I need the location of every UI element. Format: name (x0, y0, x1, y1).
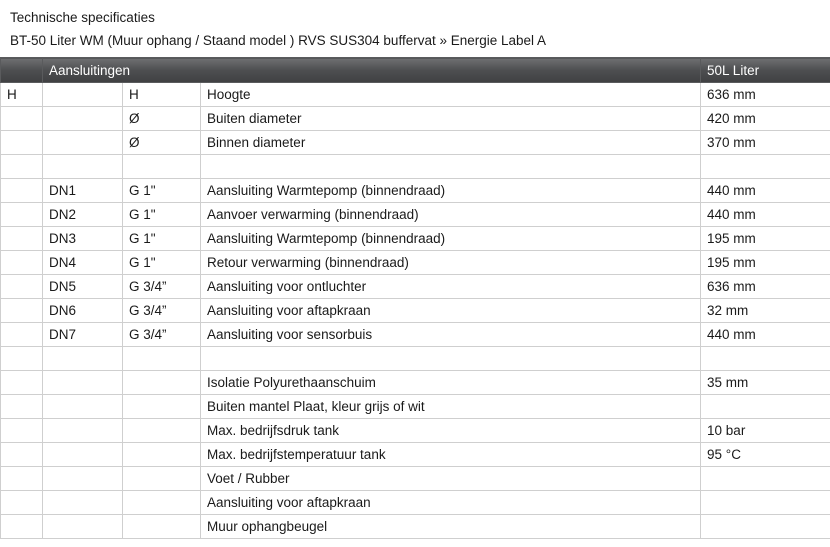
cell-connection-code (43, 155, 123, 179)
document-header (0, 0, 830, 57)
cell-connection-code (43, 131, 123, 155)
cell-description: Max. bedrijfstemperatuur tank (201, 443, 701, 467)
cell-thread-size (123, 491, 201, 515)
table-row (1, 467, 830, 491)
cell-thread-size (123, 515, 201, 539)
table-row (1, 275, 830, 299)
cell-marker (1, 323, 43, 347)
cell-description: Buiten diameter (201, 107, 701, 131)
cell-thread-size (123, 443, 201, 467)
cell-description: Aansluiting voor aftapkraan (201, 491, 701, 515)
table-header-row (1, 58, 830, 83)
cell-description: Aansluiting voor aftapkraan (201, 299, 701, 323)
table-row (1, 323, 830, 347)
cell-connection-code (43, 419, 123, 443)
cell-connection-code (43, 443, 123, 467)
cell-value: 195 mm (701, 227, 830, 251)
cell-thread-size: Ø (123, 107, 201, 131)
cell-thread-size (123, 155, 201, 179)
cell-value: 636 mm (701, 275, 830, 299)
cell-connection-code: DN7 (43, 323, 123, 347)
table-row (1, 347, 830, 371)
table-row (1, 371, 830, 395)
cell-connection-code: DN6 (43, 299, 123, 323)
table-row (1, 419, 830, 443)
cell-marker (1, 443, 43, 467)
cell-description: Voet / Rubber (201, 467, 701, 491)
cell-value (701, 155, 830, 179)
cell-connection-code (43, 467, 123, 491)
table-row (1, 107, 830, 131)
cell-marker (1, 491, 43, 515)
cell-connection-code (43, 347, 123, 371)
cell-connection-code: DN4 (43, 251, 123, 275)
cell-value: 10 bar (701, 419, 830, 443)
table-row (1, 227, 830, 251)
cell-connection-code: DN1 (43, 179, 123, 203)
column-header-capacity: 50L Liter (701, 58, 830, 83)
cell-connection-code: DN5 (43, 275, 123, 299)
cell-description: Retour verwarming (binnendraad) (201, 251, 701, 275)
cell-value: 440 mm (701, 179, 830, 203)
cell-value (701, 467, 830, 491)
cell-description: Buiten mantel Plaat, kleur grijs of wit (201, 395, 701, 419)
cell-marker (1, 179, 43, 203)
cell-description: Max. bedrijfsdruk tank (201, 419, 701, 443)
cell-thread-size: G 3/4” (123, 299, 201, 323)
cell-connection-code (43, 371, 123, 395)
column-header-marker (1, 58, 43, 83)
cell-description: Aanvoer verwarming (binnendraad) (201, 203, 701, 227)
table-row (1, 179, 830, 203)
cell-value (701, 491, 830, 515)
cell-connection-code: DN2 (43, 203, 123, 227)
cell-connection-code: DN3 (43, 227, 123, 251)
cell-thread-size: G 1" (123, 203, 201, 227)
table-row (1, 203, 830, 227)
table-row (1, 395, 830, 419)
cell-description (201, 347, 701, 371)
cell-marker (1, 347, 43, 371)
cell-connection-code (43, 83, 123, 107)
column-header-connections: Aansluitingen (43, 58, 701, 83)
specifications-table (0, 57, 830, 539)
cell-value: 370 mm (701, 131, 830, 155)
cell-connection-code (43, 491, 123, 515)
table-row (1, 131, 830, 155)
cell-value (701, 395, 830, 419)
cell-thread-size: G 1" (123, 227, 201, 251)
cell-description: Aansluiting voor sensorbuis (201, 323, 701, 347)
product-subtitle: BT-50 Liter WM (Muur ophang / Staand model ) RVS SUS304 buffervat » Energie Label A (10, 33, 547, 48)
cell-thread-size: H (123, 83, 201, 107)
cell-thread-size: Ø (123, 131, 201, 155)
table-row (1, 83, 830, 107)
cell-thread-size: G 3/4” (123, 275, 201, 299)
cell-value: 35 mm (701, 371, 830, 395)
cell-marker (1, 227, 43, 251)
cell-value: 195 mm (701, 251, 830, 275)
table-body (1, 83, 830, 539)
cell-value: 420 mm (701, 107, 830, 131)
cell-marker (1, 251, 43, 275)
cell-thread-size: G 1" (123, 251, 201, 275)
table-row (1, 299, 830, 323)
cell-value: 440 mm (701, 323, 830, 347)
cell-marker (1, 515, 43, 539)
cell-value: 440 mm (701, 203, 830, 227)
cell-thread-size (123, 419, 201, 443)
cell-value: 95 °C (701, 443, 830, 467)
cell-description (201, 155, 701, 179)
table-row (1, 251, 830, 275)
cell-description: Aansluiting voor ontluchter (201, 275, 701, 299)
table-row (1, 155, 830, 179)
table-row (1, 491, 830, 515)
cell-marker (1, 155, 43, 179)
table-row (1, 443, 830, 467)
cell-marker (1, 467, 43, 491)
cell-marker (1, 203, 43, 227)
cell-connection-code (43, 515, 123, 539)
cell-value: 636 mm (701, 83, 830, 107)
cell-marker (1, 275, 43, 299)
cell-thread-size (123, 347, 201, 371)
cell-marker (1, 299, 43, 323)
cell-value (701, 347, 830, 371)
cell-marker (1, 395, 43, 419)
cell-marker (1, 371, 43, 395)
cell-description: Isolatie Polyurethaanschuim (201, 371, 701, 395)
cell-description: Muur ophangbeugel (201, 515, 701, 539)
cell-marker (1, 107, 43, 131)
cell-thread-size: G 1" (123, 179, 201, 203)
cell-description: Hoogte (201, 83, 701, 107)
cell-connection-code (43, 395, 123, 419)
page-title: Technische specificaties (10, 10, 155, 25)
cell-description: Binnen diameter (201, 131, 701, 155)
cell-marker: H (1, 83, 43, 107)
cell-thread-size (123, 467, 201, 491)
cell-marker (1, 131, 43, 155)
cell-value: 32 mm (701, 299, 830, 323)
cell-value (701, 515, 830, 539)
cell-marker (1, 419, 43, 443)
cell-thread-size (123, 395, 201, 419)
cell-description: Aansluiting Warmtepomp (binnendraad) (201, 179, 701, 203)
table-row (1, 515, 830, 539)
cell-description: Aansluiting Warmtepomp (binnendraad) (201, 227, 701, 251)
cell-thread-size (123, 371, 201, 395)
cell-connection-code (43, 107, 123, 131)
cell-thread-size: G 3/4” (123, 323, 201, 347)
